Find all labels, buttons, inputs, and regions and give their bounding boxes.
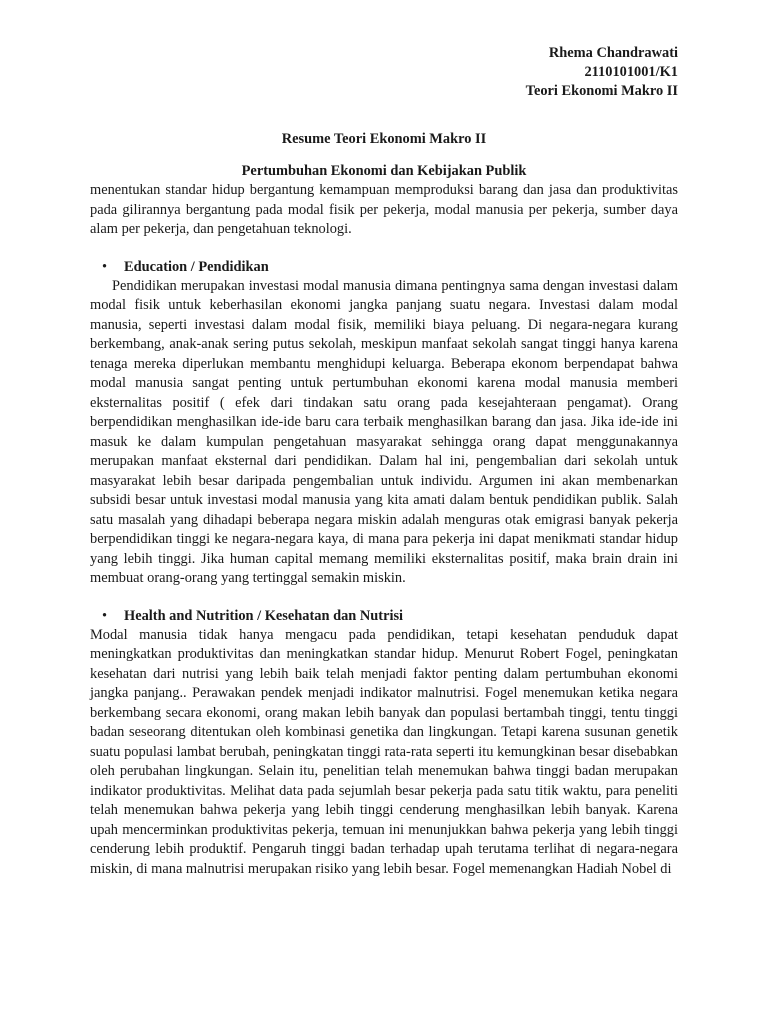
document-titles [90, 130, 678, 181]
section-heading-education [102, 258, 678, 277]
document-title: Resume Teori Ekonomi Makro II [281, 131, 487, 147]
bullet-icon: • [102, 258, 108, 275]
section-heading-health [102, 607, 678, 626]
document-subtitle: Pertumbuhan Ekonomi dan Kebijakan Publik [241, 163, 527, 179]
bullet-icon: • [102, 607, 108, 624]
section-heading-text: Education / Pendidikan [124, 258, 269, 275]
course-name: Teori Ekonomi Makro II [525, 83, 678, 99]
section-paragraph-education: Pendidikan merupakan investasi modal manusia dimana pentingnya sama dengan investasi dalam modal fisik untuk keberhasilan ekonomi jangka panjang suatu negara. Investasi dalam modal manusia, seperti investasi dalam modal fisik, memiliki biaya peluang. Di negara-negara kurang berkembang, anak-anak sering putus sekolah, meskipun manfaat sekolah sangat tinggi hanya karena tenaga mereka diperlukan membantu menghidupi keluarga. Beberapa ekonom berpendapat bahwa modal manusia sangat penting untuk pertumbuhan ekonomi karena modal manusia memberi eksternalitas positif ( efek dari tindakan satu orang pada kesejahteraan pengamat). Orang berpendidikan menghasilkan ide-ide baru cara terbaik menghasilkan barang dan jasa. Jika ide-ide ini masuk ke dalam kumpulan pengetahuan masyarakat sehingga orang dapat menggunakannya merupakan manfaat eksternal dari pendidikan. Dalam hal ini, pengembalian dari sekolah untuk masyarakat lebih besar daripada pengembalian untuk individu. Argumen ini akan membenarkan subsidi besar untuk investasi modal manusia yang kita amati dalam bentuk pendidikan publik. Salah satu masalah yang dihadapi beberapa negara miskin adalah menguras otak emigrasi banyak pekerja berpendidikan tinggi ke negara-negara kaya, di mana para pekerja ini dapat menikmati standar hidup yang lebih tinggi. Jika human capital memang memiliki eksternalitas positif, maka brain drain ini membuat orang-orang yang tertinggal semakin miskin. [90, 277, 678, 586]
author-header [90, 44, 678, 101]
section-heading-text: Health and Nutrition / Kesehatan dan Nutrisi [124, 607, 404, 624]
author-name: Rhema Chandrawati [548, 45, 678, 61]
section-paragraph-health: Modal manusia tidak hanya mengacu pada pendidikan, tetapi kesehatan penduduk dapat meningkatkan produktivitas dan meningkatkan standar hidup. Menurut Robert Fogel, peningkatan kesehatan dari nutrisi yang lebih baik telah menjadi faktor penting dalam pertumbuhan ekonomi jangka panjang.. Perawakan pendek menjadi indikator malnutrisi. Fogel menemukan ketika negara berkembang secara ekonomi, orang makan lebih banyak dan populasi bertambah tinggi, tentu tinggi badan seseorang ditentukan oleh kombinasi genetika dan lingkungan. Tetapi karena susunan genetik suatu populasi lambat berubah, peningkatan tinggi rata-rata seperti itu kemungkinan besar disebabkan oleh perubahan lingkungan. Selain itu, penelitian telah menemukan bahwa tinggi badan merupakan indikator produktivitas. Melihat data pada sejumlah besar pekerja pada satu titik waktu, para peneliti telah menemukan bahwa pekerja yang lebih tinggi cenderung menghasilkan lebih banyak. Karena upah mencerminkan produktivitas pekerja, temuan ini menunjukkan bahwa pekerja yang lebih tinggi cenderung lebih produktif. Pengaruh tinggi badan terhadap upah terutama terlihat di negara-negara miskin, di mana malnutrisi merupakan risiko yang lebih besar. Fogel memenangkan Hadiah Nobel di [90, 626, 678, 877]
intro-paragraph: menentukan standar hidup bergantung kemampuan memproduksi barang dan jasa dan produktivitas pada gilirannya bergantung pada modal fisik per pekerja, modal manusia per pekerja, sumber daya alam per pekerja, dan pengetahuan teknologi. [90, 182, 678, 237]
student-id: 2110101001/K1 [584, 64, 678, 80]
